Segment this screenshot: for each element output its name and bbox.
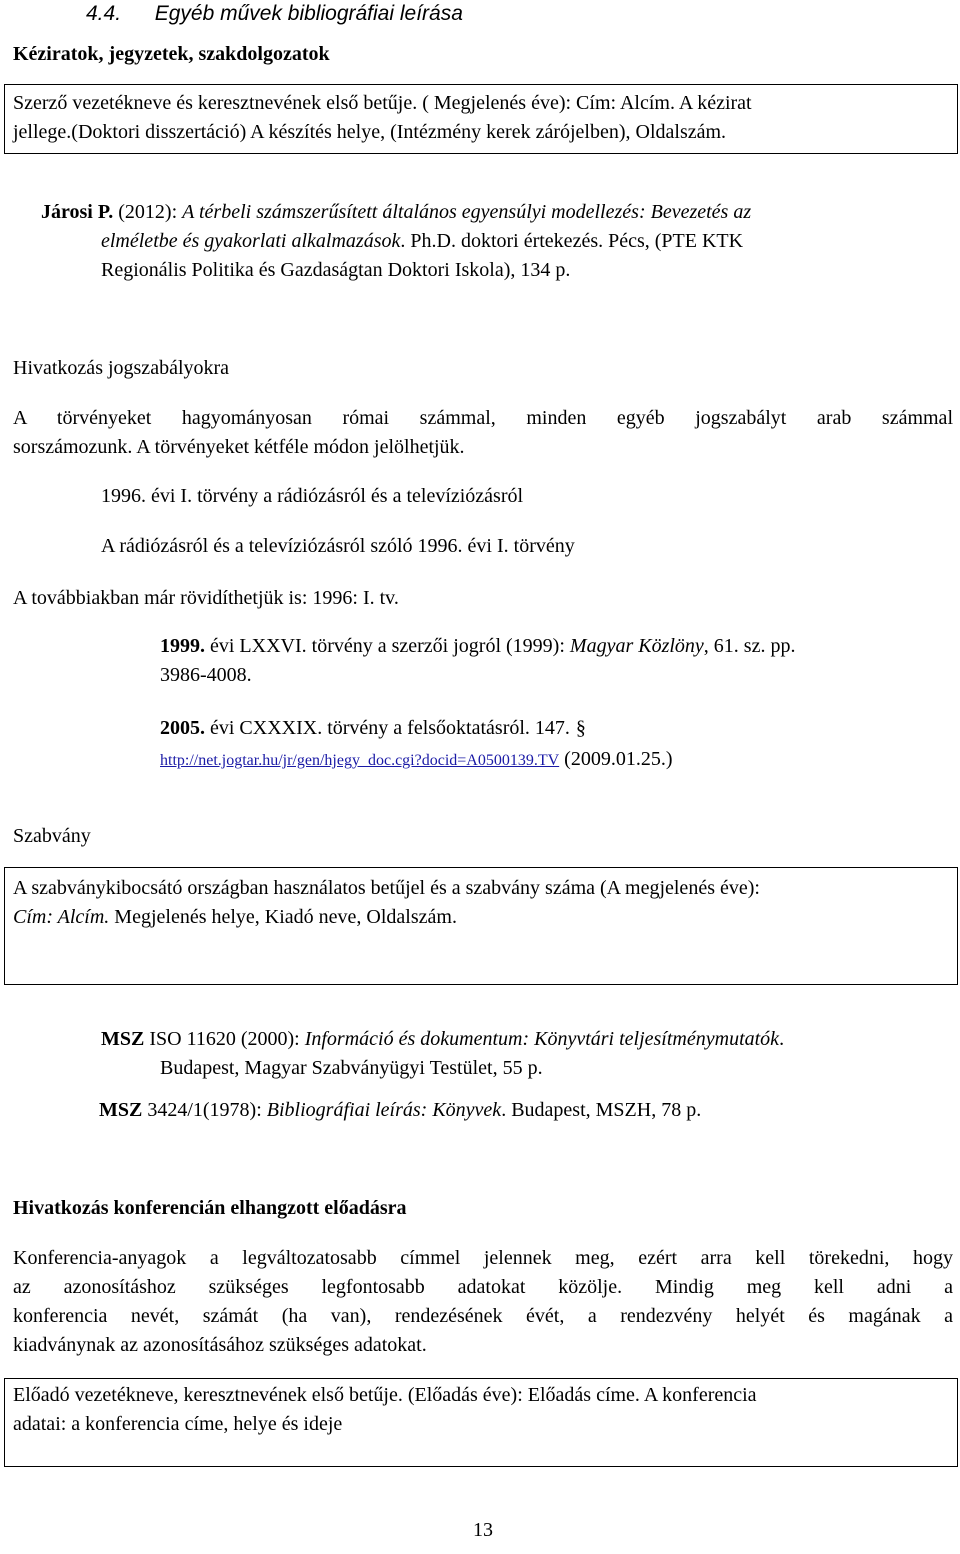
law-example-1 xyxy=(160,632,795,660)
standard-example-2-title: Bibliográfiai leírás: Könyvek xyxy=(266,1099,502,1121)
law-example-1-year: 1999. xyxy=(160,635,205,657)
conference-para-line: kiadványnak az azonosításához szükséges adatokat. xyxy=(13,1334,427,1356)
conference-heading: Hivatkozás konferencián elhangzott előadásra xyxy=(13,1197,407,1219)
law-example-1-journal: Magyar Közlöny xyxy=(569,635,704,657)
example-year: (2012): xyxy=(113,201,183,223)
law-example-2 xyxy=(160,714,586,742)
law-example-2-text: évi CXXXIX. törvény a felsőoktatásról. 147. xyxy=(205,717,570,739)
law-form-2: A rádiózásról és a televíziózásról szóló 1996. évi I. törvény xyxy=(101,535,575,557)
example-title-cont: elméletbe és gyakorlati alkalmazások xyxy=(101,230,401,252)
section-sign: § xyxy=(575,717,586,739)
conference-template-line1: Előadó vezetékneve, keresztnevének első betűje. (Előadás éve): Előadás címe. A konferencia xyxy=(13,1384,757,1406)
standard-example-2-text: 3424/1(1978): xyxy=(142,1099,267,1121)
section-title xyxy=(86,0,463,28)
example-title: A térbeli számszerűsített általános egyensúlyi modellezés: Bevezetés az xyxy=(182,201,752,223)
standard-example-2-end: . Budapest, MSZH, 78 p. xyxy=(501,1099,702,1121)
law-form-1: 1996. évi I. törvény a rádiózásról és a televíziózásról xyxy=(101,485,524,507)
manuscript-example-line2 xyxy=(101,227,743,255)
standards-heading: Szabvány xyxy=(13,825,91,847)
laws-intro-line1: A törvényeket hagyományosan római számmal, minden egyéb jogszabályt arab számmal xyxy=(13,407,953,429)
example-rest: . Ph.D. doktori értekezés. Pécs, (PTE KTK xyxy=(400,230,744,252)
manuscript-example-line1 xyxy=(41,198,751,226)
law-example-2-accessed: (2009.01.25.) xyxy=(559,748,673,770)
law-example-2-year: 2005. xyxy=(160,717,205,739)
law-example-1-line2: 3986-4008. xyxy=(160,664,252,686)
standards-template-rest: Megjelenés helye, Kiadó neve, Oldalszám. xyxy=(109,906,457,928)
conference-template-box xyxy=(4,1378,958,1467)
section-number: 4.4. xyxy=(86,2,122,25)
standard-example-2 xyxy=(99,1096,701,1124)
standard-example-1-title: Információ és dokumentum: Könyvtári teljesítménymutatók xyxy=(304,1028,780,1050)
standard-example-1-code: MSZ xyxy=(101,1028,145,1050)
standard-example-1-end: . xyxy=(779,1028,785,1050)
standard-example-1-text: ISO 11620 (2000): xyxy=(144,1028,305,1050)
example-author: Járosi P. xyxy=(41,201,114,223)
standard-example-1-line2: Budapest, Magyar Szabványügyi Testület, 55 p. xyxy=(160,1057,543,1079)
standards-template-line1: A szabványkibocsátó országban használatos betűjel és a szabvány száma (A megjelenés éve): xyxy=(13,877,760,899)
conference-para-line: konferencia nevét, számát (ha van), rendezésének évét, a rendezvény helyét és magának a xyxy=(13,1305,953,1327)
laws-intro-line2: sorszámozunk. A törvényeket kétféle módon jelölhetjük. xyxy=(13,436,465,458)
manuscript-example-line3: Regionális Politika és Gazdaságtan Doktori Iskola), 134 p. xyxy=(101,259,571,281)
manuscripts-heading: Kéziratok, jegyzetek, szakdolgozatok xyxy=(13,43,330,65)
standards-template-box xyxy=(4,867,958,985)
law-example-1-pages: , 61. sz. pp. xyxy=(703,635,796,657)
laws-heading: Hivatkozás jogszabályokra xyxy=(13,357,230,379)
jogtar-link[interactable]: http://net.jogtar.hu/jr/gen/hjegy_doc.cgi?docid=A0500139.TV xyxy=(160,752,560,769)
conference-template-line2: adatai: a konferencia címe, helye és ideje xyxy=(13,1413,343,1435)
manuscripts-template-line: jellege.(Doktori disszertáció) A készítés helye, (Intézmény kerek zárójelben), Oldalszám. xyxy=(13,121,727,143)
law-example-1-text: évi LXXVI. törvény a szerzői jogról (1999): xyxy=(205,635,570,657)
standard-example-2-code: MSZ xyxy=(99,1099,143,1121)
law-example-2-line2 xyxy=(160,745,673,775)
manuscripts-template-line: Szerző vezetékneve és keresztnevének első betűje. ( Megjelenés éve): Cím: Alcím. A kézirat xyxy=(13,92,752,114)
conference-para-line: Konferencia-anyagok a legváltozatosabb címmel jelennek meg, ezért arra kell törekedni, hogy xyxy=(13,1247,953,1269)
conference-para-line: az azonosításhoz szükséges legfontosabb adatokat közölje. Mindig meg kell adni a xyxy=(13,1276,953,1298)
manuscripts-template-box xyxy=(4,84,958,154)
standard-example-1 xyxy=(101,1025,784,1053)
standards-template-italic: Cím: Alcím. xyxy=(13,906,110,928)
page-number: 13 xyxy=(473,1519,493,1541)
section-title-text: Egyéb művek bibliográfiai leírása xyxy=(154,2,463,25)
law-short-form: A továbbiakban már rövidíthetjük is: 1996: I. tv. xyxy=(13,587,399,609)
standards-template-line2 xyxy=(13,903,457,931)
